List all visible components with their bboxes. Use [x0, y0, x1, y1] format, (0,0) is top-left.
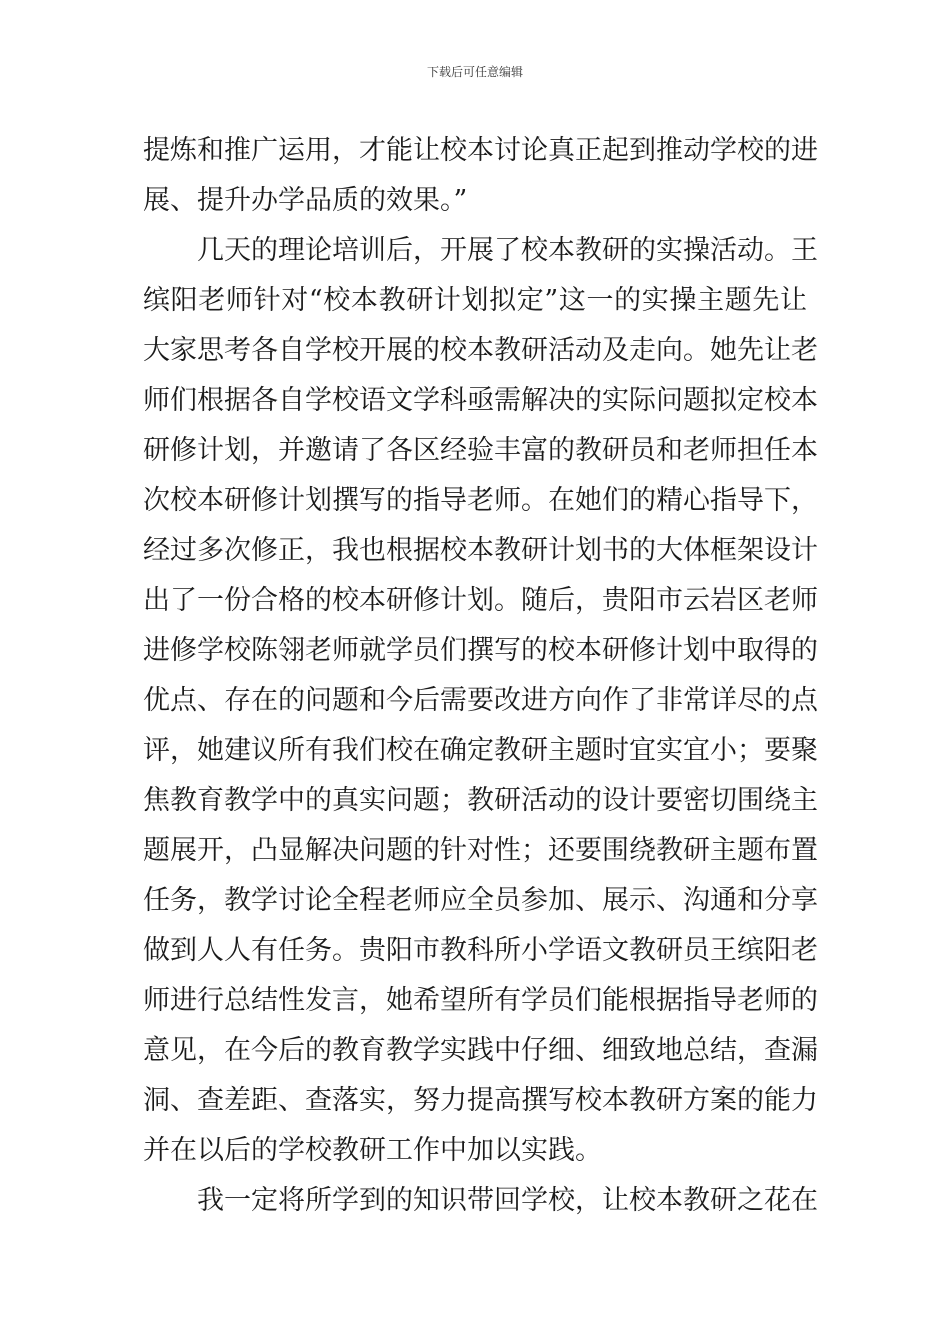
text-line: 优点、存在的问题和今后需要改进方向作了非常详尽的点: [143, 685, 818, 716]
text-line: 师进行总结性发言，她希望所有学员们能根据指导老师的: [143, 985, 818, 1016]
body-text: [143, 126, 818, 1226]
text-line: 意见，在今后的教育教学实践中仔细、细致地总结，查漏: [143, 1035, 818, 1066]
text-line: 洞、查差距、查落实，努力提高撰写校本教研方案的能力: [143, 1085, 818, 1116]
text-line: 研修计划，并邀请了各区经验丰富的教研员和老师担任本: [143, 435, 818, 466]
text-line: 并在以后的学校教研工作中加以实践。: [143, 1135, 602, 1166]
text-line: 做到人人有任务。贵阳市教科所小学语文教研员王缤阳老: [143, 935, 818, 966]
text-line: 任务，教学讨论全程老师应全员参加、展示、沟通和分享: [143, 885, 818, 916]
text-line: 次校本研修计划撰写的指导老师。在她们的精心指导下，: [143, 485, 818, 516]
text-line: 经过多次修正，我也根据校本教研计划书的大体框架设计: [143, 535, 818, 566]
text-line: 题展开，凸显解决问题的针对性；还要围绕教研主题布置: [143, 835, 818, 866]
paragraph-first-line: 我一定将所学到的知识带回学校，让校本教研之花在: [197, 1185, 818, 1216]
text-line: 评，她建议所有我们校在确定教研主题时宜实宜小；要聚: [143, 735, 818, 766]
page-header: 下载后可任意编辑: [426, 65, 523, 79]
paragraph-first-line: 几天的理论培训后，开展了校本教研的实操活动。王: [197, 235, 818, 266]
text-line: 进修学校陈翎老师就学员们撰写的校本研修计划中取得的: [143, 635, 818, 666]
text-line: 焦教育教学中的真实问题；教研活动的设计要密切围绕主: [143, 785, 818, 816]
text-line: 大家思考各自学校开展的校本教研活动及走向。她先让老: [143, 335, 818, 366]
text-line: 缤阳老师针对“校本教研计划拟定”这一的实操主题先让: [143, 285, 807, 316]
text-line: 展、提升办学品质的效果。”: [143, 185, 468, 216]
text-line: 出了一份合格的校本研修计划。随后，贵阳市云岩区老师: [143, 585, 818, 616]
text-line: 师们根据各自学校语文学科亟需解决的实际问题拟定校本: [143, 385, 818, 416]
text-line: 提炼和推广运用，才能让校本讨论真正起到推动学校的进: [143, 135, 818, 166]
